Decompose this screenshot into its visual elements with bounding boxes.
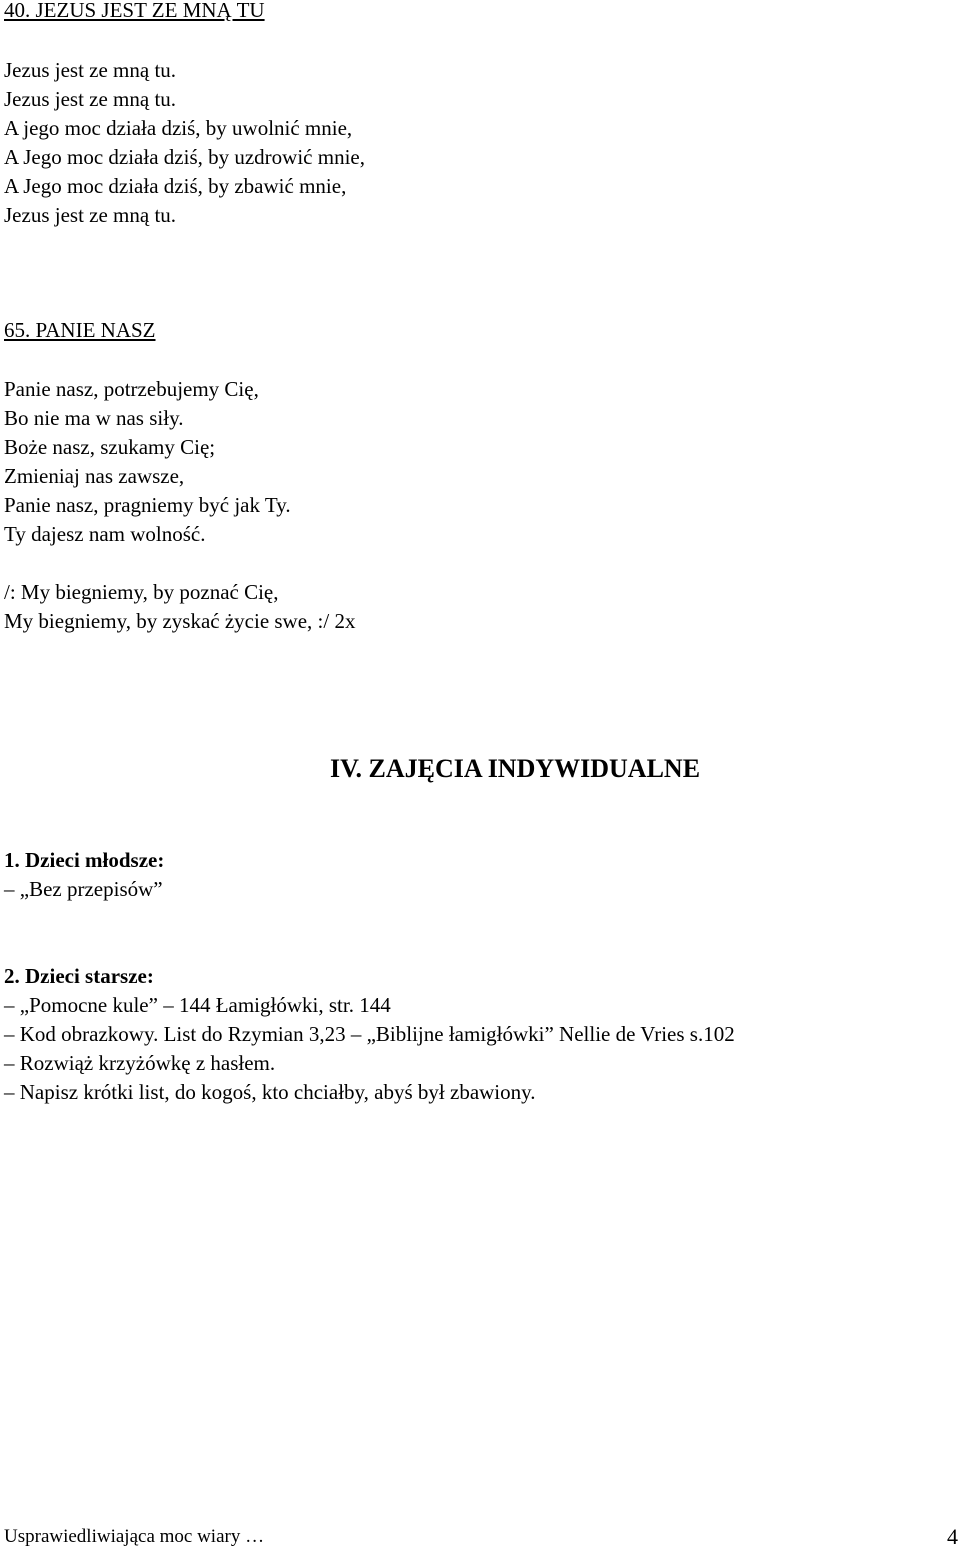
song-40-lyrics xyxy=(4,56,365,230)
younger-children-list xyxy=(4,875,163,904)
lyric-line: Jezus jest ze mną tu. xyxy=(4,87,177,111)
refrain-line: My biegniemy, by zyskać życie swe, :/ 2x xyxy=(4,609,356,633)
song-40-title-text: 40. JEZUS JEST ZE MNĄ TU xyxy=(4,0,265,22)
lyric-line: Boże nasz, szukamy Cię; xyxy=(4,435,216,459)
list-item: – Kod obrazkowy. List do Rzymian 3,23 – „Biblijne łamigłówki” Nellie de Vries s.102 xyxy=(4,1022,735,1046)
lyric-line: Bo nie ma w nas siły. xyxy=(4,406,184,430)
lyric-line: Panie nasz, potrzebujemy Cię, xyxy=(4,377,259,401)
refrain-line: /: My biegniemy, by poznać Cię, xyxy=(4,580,279,604)
lyric-line: Panie nasz, pragniemy być jak Ty. xyxy=(4,493,291,517)
list-item: – „Pomocne kule” – 144 Łamigłówki, str. 144 xyxy=(4,993,391,1017)
lyric-line: Zmieniaj nas zawsze, xyxy=(4,464,185,488)
song-65-refrain xyxy=(4,578,355,636)
list-item: – Napisz krótki list, do kogoś, kto chciałby, abyś był zbawiony. xyxy=(4,1080,536,1104)
lyric-line: Jezus jest ze mną tu. xyxy=(4,58,177,82)
list-item: – Rozwiąż krzyżówkę z hasłem. xyxy=(4,1051,276,1075)
song-65-lyrics xyxy=(4,375,291,549)
section-heading: IV. ZAJĘCIA INDYWIDUALNE xyxy=(329,754,701,783)
song-65-title xyxy=(4,316,156,345)
song-40-title xyxy=(4,0,265,25)
lyric-line: A Jego moc działa dziś, by uzdrowić mnie, xyxy=(4,145,365,169)
list-item: – „Bez przepisów” xyxy=(4,877,163,901)
older-children-heading: 2. Dzieci starsze: xyxy=(4,964,154,988)
lyric-line: A jego moc działa dziś, by uwolnić mnie, xyxy=(4,116,353,140)
lyric-line: Ty dajesz nam wolność. xyxy=(4,522,206,546)
lyric-line: Jezus jest ze mną tu. xyxy=(4,203,177,227)
footer-title: Usprawiedliwiająca moc wiary … xyxy=(4,1526,265,1547)
song-65-title-text: 65. PANIE NASZ xyxy=(4,318,156,342)
older-children-list xyxy=(4,991,735,1107)
page-number: 4 xyxy=(947,1524,958,1549)
younger-children-heading: 1. Dzieci młodsze: xyxy=(4,848,165,872)
lyric-line: A Jego moc działa dziś, by zbawić mnie, xyxy=(4,174,347,198)
